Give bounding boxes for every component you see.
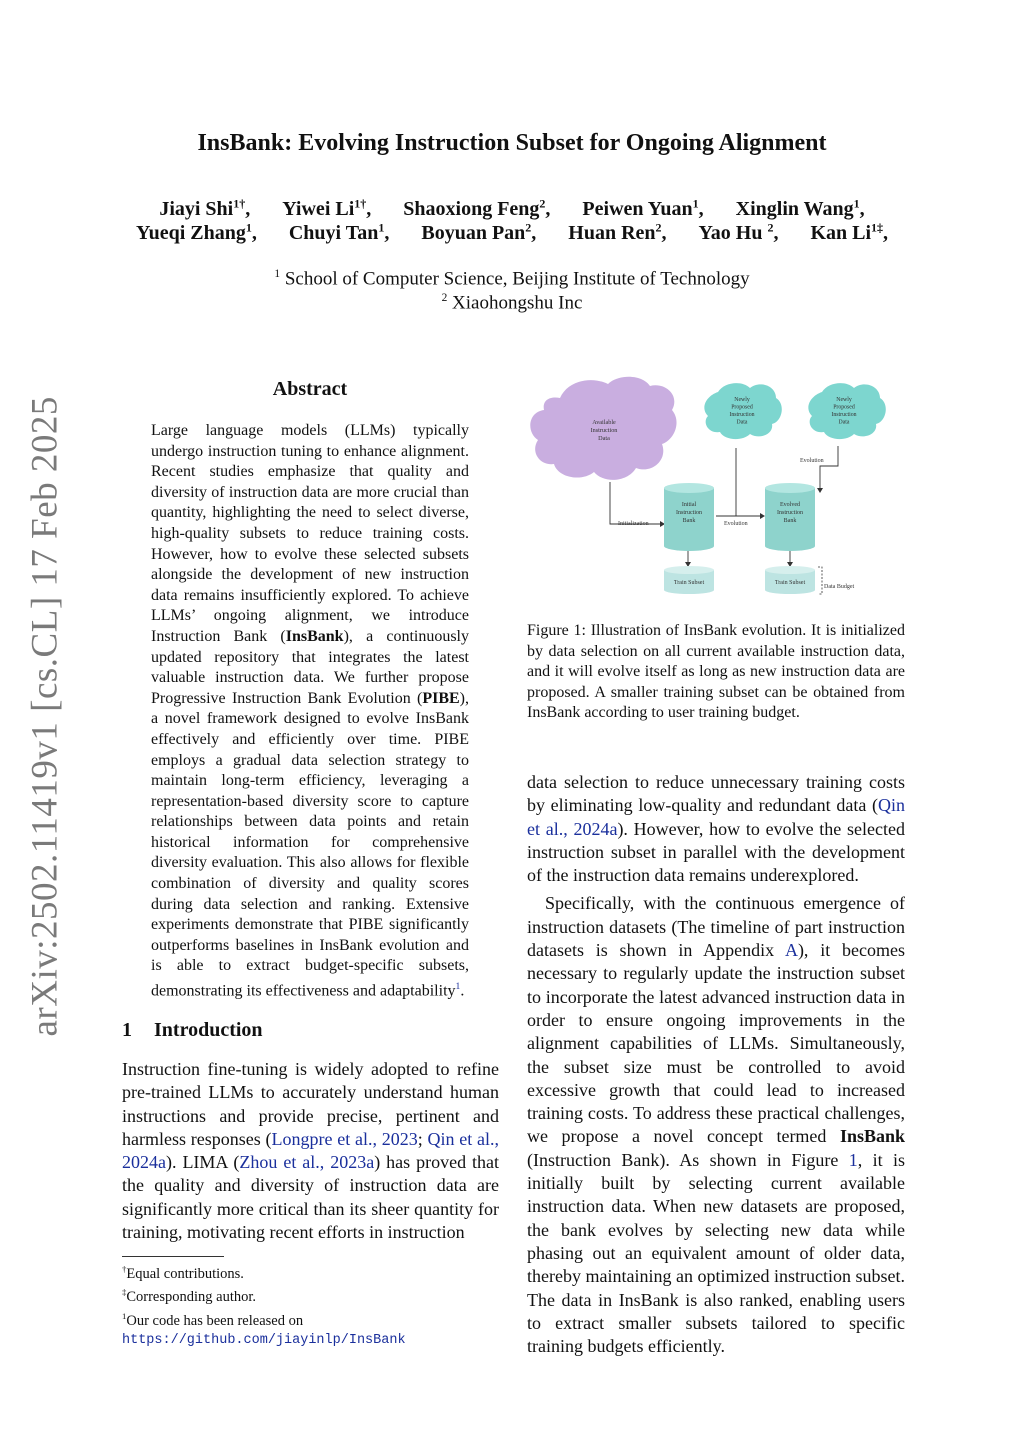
arrowhead: [760, 513, 765, 519]
train-subset-label-1: Train Subset: [673, 580, 705, 586]
authors-row-2: [0, 220, 1024, 245]
label-line: Newly: [836, 396, 852, 403]
author-affiliation-mark: 1: [853, 196, 860, 210]
newly-proposed-cloud-2: [808, 383, 885, 439]
figure-1-caption: Figure 1: Illustration of InsBank evolution. It is initialized by data selection on all current available instruction data, and it will evolve itself as long as new instruction data are proposed. A smaller training subset can be obtained from InsBank according to user training budget.: [527, 622, 905, 722]
paragraph-text: data selection to reduce unnecessary training costs by eliminating low-quality and redundant data (: [527, 772, 905, 816]
abstract-end: .: [460, 982, 465, 1000]
data-budget-bracket: [818, 567, 822, 594]
evolution-loop-arrow: [820, 446, 838, 488]
author-name: [282, 198, 371, 220]
footnote-mark: †: [122, 1264, 127, 1274]
author-name: [159, 198, 250, 220]
evolution-label-1: Evolution: [724, 521, 748, 527]
author-text: Jiayi Shi: [159, 197, 234, 220]
affiliation-1-text: School of Computer Science, Beijing Institute of Technology: [284, 268, 750, 290]
intro-body-right: [527, 771, 905, 1358]
paragraph-2: [527, 892, 905, 1358]
label-line: Instruction: [590, 427, 618, 434]
author-text: Kan Li: [810, 221, 872, 244]
paragraph-text: Specifically, with the continuous emergence of instruction datasets (The timeline of part instruction datasets is shown in Appendix: [527, 893, 905, 961]
author-affiliation-mark: 1: [245, 220, 252, 234]
affiliation-2-number: 2: [441, 292, 448, 304]
author-affiliation-mark: 2: [655, 220, 662, 234]
author-separator: ,: [545, 197, 551, 220]
subset-top: [765, 566, 815, 574]
label-line: Bank: [682, 518, 696, 524]
subset-bottom: [765, 586, 815, 594]
arrowhead: [817, 488, 823, 493]
author-text: Huan Ren: [568, 221, 656, 244]
paragraph-1: [527, 771, 905, 887]
paragraph-text: (Instruction Bank). As shown in Figure: [527, 1149, 849, 1170]
citation-separator: ;: [417, 1128, 428, 1149]
footnote-divider: [122, 1256, 224, 1257]
arxiv-watermark: arXiv:2502.11419v1 [cs.CL] 17 Feb 2025: [24, 396, 66, 1037]
label-line: Evolved: [780, 502, 800, 508]
citation-zhou[interactable]: Zhou et al., 2023a: [239, 1152, 375, 1173]
cylinder-top: [664, 483, 714, 493]
footnote-1-link[interactable]: 1: [455, 981, 461, 993]
footnote-equal: [122, 1260, 502, 1283]
footnote-mark: ‡: [122, 1287, 127, 1298]
paragraph-text: , it is initially built by selecting current available instruction data. When new datasets are proposed, the bank evolves by selecting new data while phasing out an equivalent amount of older data, thereby maintaining an optimized instruction subset. The data in InsBank is also ranked, enabling users to extract smaller subsets tailored to specific training budgets efficiently.: [527, 1149, 905, 1357]
abstract-bold-insbank: InsBank: [285, 627, 344, 645]
intro-heading: [122, 1019, 263, 1042]
abstract-body: [151, 421, 469, 1002]
available-data-cloud: [530, 377, 676, 480]
abstract-heading: Abstract: [272, 378, 348, 400]
label-line: Data: [838, 419, 850, 426]
insbank-bold: InsBank: [839, 1126, 905, 1147]
evolved-bank-cylinder: [765, 483, 815, 551]
author-text: Yiwei Li: [282, 197, 355, 220]
cylinder-bottom: [664, 541, 714, 551]
label-line: Available: [592, 419, 616, 426]
cylinder-body: [765, 488, 815, 546]
author-separator: ,: [883, 221, 889, 244]
subset-top: [664, 566, 714, 574]
author-name: [582, 198, 703, 220]
citation-qin-right[interactable]: Qin et al., 2024a: [527, 795, 905, 839]
label-line: Data: [736, 419, 748, 426]
author-text: Chuyi Tan: [288, 221, 379, 244]
cylinder-top: [765, 483, 815, 493]
label-line: Bank: [783, 518, 797, 524]
paper-title: InsBank: Evolving Instruction Subset for Ongoing Alignment: [197, 130, 827, 156]
cylinder-bottom: [765, 541, 815, 551]
train-subset-1: [664, 566, 714, 594]
footnote-text: Our code has been released on: [126, 1312, 304, 1329]
label-line: Proposed: [731, 404, 753, 411]
label-line: Instruction: [729, 411, 755, 418]
author-name: [736, 198, 865, 220]
author-affiliation-mark: 1: [692, 196, 699, 210]
abstract-text-1: Large language models (LLMs) typically undergo instruction tuning to enhance alignment. Recent studies emphasize that quality and diversity of instruction data are more crucial than quantity, highlighting the need to select diverse, high-quality subsets to reduce training costs. However, how to evolve these selected subsets alongside the development of new instruction data remains insufficiently explored. To achieve LLMs’ ongoing alignment, we introduce Instruction Bank (: [151, 422, 469, 645]
footnote-code: [122, 1307, 502, 1351]
author-text: Boyuan Pan: [421, 221, 526, 244]
paragraph-text: ). However, how to evolve the selected instruction subset in parallel with the development of the instruction data remains underexplored.: [527, 818, 905, 886]
author-affiliation-mark: 1†: [354, 196, 367, 210]
author-separator: ,: [698, 197, 704, 220]
initialization-label: Initialization: [618, 521, 649, 527]
section-number: 1: [122, 1019, 132, 1041]
author-name: [568, 222, 666, 244]
affiliation-1-number: 1: [274, 268, 281, 280]
figure-1-link[interactable]: 1: [848, 1149, 858, 1170]
intro-text-3: ) has proved that the quality and diversity of instruction data are significantly more critical than its sheer quantity for training, motivating recent efforts in instruction: [122, 1152, 500, 1243]
author-separator: ,: [773, 221, 779, 244]
train-subset-2: [765, 566, 815, 594]
paragraph-text: ), it becomes necessary to regularly update the instruction subset to incorporate the latest advanced instruction data in order to ensure ongoing improvements in the alignment capabilities of LLMs. Simultaneously, the subset size must be controlled to avoid excessive growth that could lead to increased training costs. To address these practical challenges, we propose a novel concept termed: [527, 940, 905, 1147]
appendix-a-link[interactable]: A: [784, 940, 798, 961]
author-affiliation-mark: 2: [525, 220, 532, 234]
intro-text-1: Instruction fine-tuning is widely adopted to refine pre-trained LLMs to accurately understand human instructions and provide precise, pertinent and harmless responses (: [122, 1059, 499, 1149]
author-affiliation-mark: 1‡: [871, 220, 884, 234]
author-separator: ,: [245, 197, 251, 220]
author-name: [421, 222, 536, 244]
evolution-label-2: Evolution: [800, 458, 824, 464]
intro-text-2: ). LIMA (: [166, 1152, 240, 1173]
label-line: Instruction: [831, 411, 857, 418]
label-line: Newly: [734, 396, 750, 403]
github-link[interactable]: https://github.com/jiayinlp/InsBank: [122, 1332, 406, 1348]
authors-row-1: [0, 196, 1024, 221]
figure-1-diagram: [520, 370, 912, 610]
author-text: Xinglin Wang: [735, 197, 854, 220]
section-title: Introduction: [154, 1019, 263, 1041]
abstract-text-3: ), a novel framework designed to evolve InsBank effectively and efficiently over time. PIBE employs a gradual data selection strategy to maintain long-term efficiency, leveraging a representation-based diversity score to capture relationships between data points and retain historical information for comprehensive diversity evaluation. This also allows for flexible combination of diversity and quality scores during data selection and ranking. Extensive experiments demonstrate that PIBE significantly outperforms baselines in InsBank evolution and is able to extract budget-specific subsets, demonstrating its effectiveness and adaptability: [151, 689, 469, 1000]
author-text: Peiwen Yuan: [582, 197, 693, 220]
footnotes: [122, 1260, 502, 1350]
affiliation-1: [0, 268, 1024, 290]
citation-longpre[interactable]: Longpre et al., 2023: [271, 1128, 418, 1149]
intro-body: [122, 1058, 499, 1244]
author-separator: ,: [366, 197, 372, 220]
author-affiliation-mark: 2: [539, 196, 546, 210]
affiliation-2-text: Xiaohongshu Inc: [452, 292, 583, 314]
author-affiliation-mark: 2: [767, 220, 774, 234]
author-affiliation-mark: 1: [378, 220, 385, 234]
author-text: Yueqi Zhang: [135, 221, 246, 244]
initialization-arrow: [610, 482, 660, 524]
author-name: [289, 222, 390, 244]
label-line: Instruction: [676, 510, 702, 516]
data-budget-label: Data Budget: [824, 584, 855, 590]
author-affiliation-mark: 1†: [233, 196, 246, 210]
author-text: Shaoxiong Feng: [403, 197, 540, 220]
cylinder-body: [664, 488, 714, 546]
train-subset-label-2: Train Subset: [774, 580, 806, 586]
author-separator: ,: [251, 221, 257, 244]
footnote-corresponding: [122, 1283, 502, 1306]
author-separator: ,: [859, 197, 865, 220]
abstract-text-2: ), a continuously updated repository that integrates the latest valuable instruction data. We further propose Progressive Instruction Bank Evolution (: [151, 627, 469, 707]
citation-qin[interactable]: Qin et al., 2024a: [122, 1128, 499, 1173]
author-name: [403, 198, 550, 220]
author-separator: ,: [531, 221, 537, 244]
label-line: Proposed: [833, 404, 855, 411]
label-line: Data: [598, 435, 610, 442]
author-separator: ,: [384, 221, 390, 244]
author-name: [699, 222, 779, 244]
author-separator: ,: [661, 221, 667, 244]
affiliation-2: [0, 292, 1024, 314]
newly-proposed-cloud-1: [704, 383, 781, 439]
author-text: Yao Hu: [698, 221, 768, 244]
footnote-text: Equal contributions.: [126, 1265, 244, 1282]
footnote-text: Corresponding author.: [126, 1289, 257, 1306]
label-line: Initial: [681, 502, 697, 508]
initial-bank-cylinder: [664, 483, 714, 551]
abstract-bold-pibe: PIBE: [422, 689, 460, 707]
author-name: [810, 222, 888, 244]
author-name: [136, 222, 257, 244]
subset-bottom: [664, 586, 714, 594]
label-line: Instruction: [777, 510, 803, 516]
footnote-mark: 1: [122, 1310, 127, 1321]
